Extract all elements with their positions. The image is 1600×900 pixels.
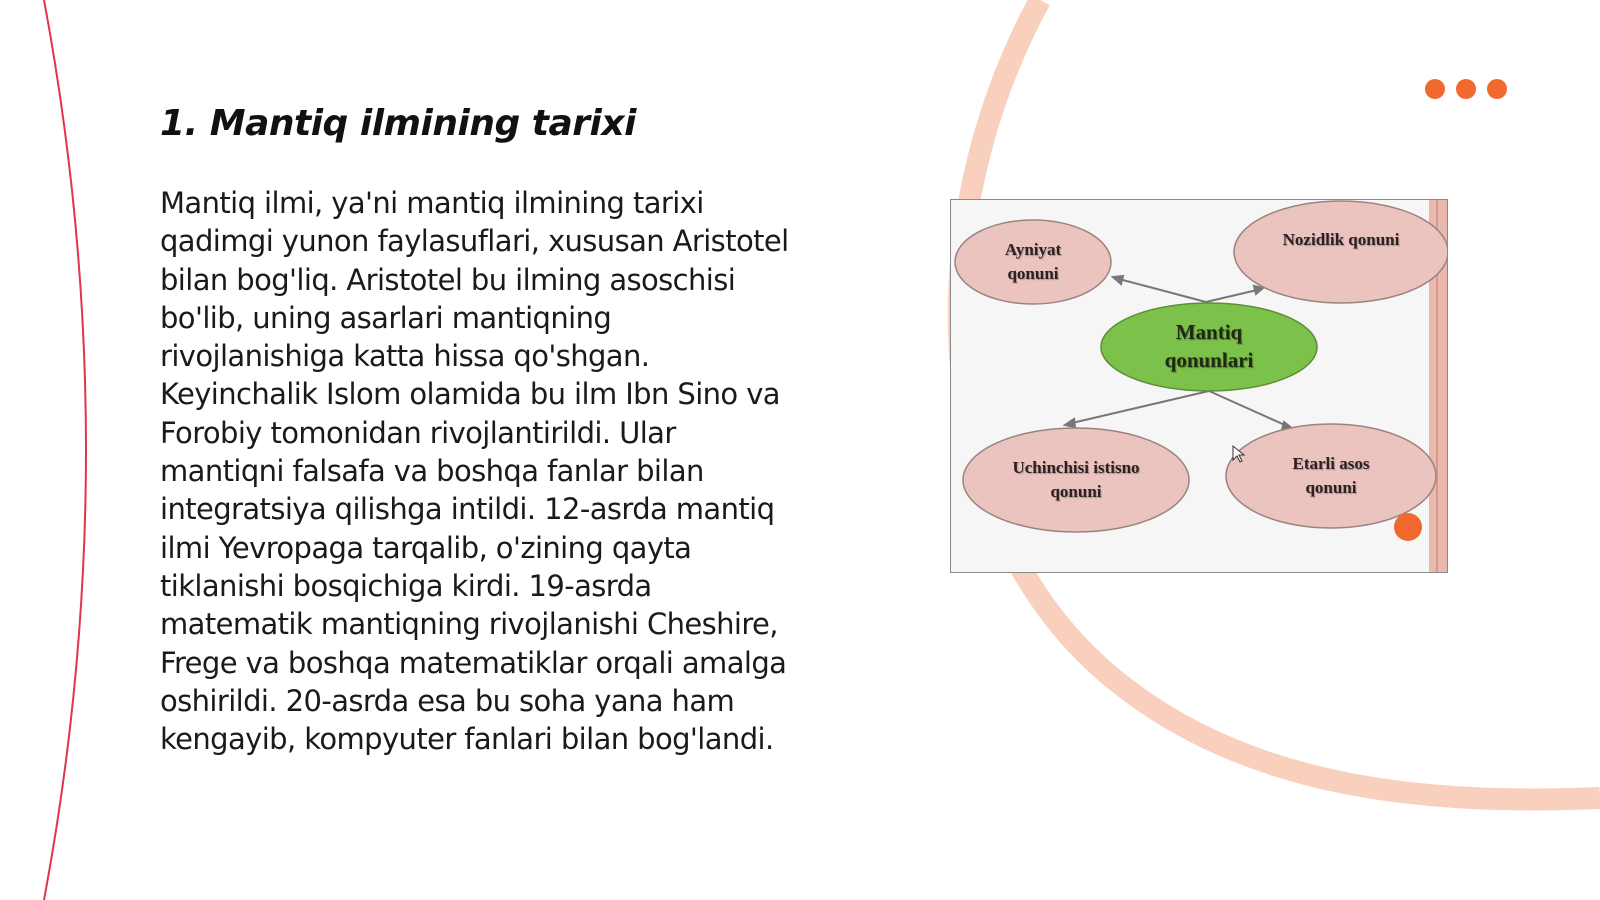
node-label-line: qonunlari <box>1164 348 1254 372</box>
accent-dot <box>1456 79 1476 99</box>
node-label-top-right <box>1283 228 1400 252</box>
arrow-to-top-right <box>1206 290 1257 302</box>
arrow-to-bottom-left <box>1072 391 1209 423</box>
body-line: qadimgi yunon faylasuflari, xususan Aristotel <box>160 224 789 259</box>
body-line: ilmi Yevropaga tarqalib, o'zining qayta <box>160 530 692 565</box>
body-line: tiklanishi bosqichiga kirdi. 19-asrda <box>160 568 652 603</box>
node-label-line: Ayniyat <box>1004 240 1062 259</box>
body-line: Frege va boshqa matematiklar orqali amalga <box>160 645 787 680</box>
body-line: bo'lib, uning asarlari mantiqning <box>160 300 612 335</box>
left-red-curve <box>44 0 86 900</box>
node-label-line: qonuni <box>1050 482 1102 501</box>
node-label-line: Etarli asos <box>1292 454 1370 473</box>
accent-dots <box>1425 79 1507 99</box>
accent-dot <box>1425 79 1445 99</box>
node-label-center <box>1165 318 1254 374</box>
node-label-top-left <box>1005 238 1061 286</box>
node-label-bottom-left <box>1012 456 1139 504</box>
node-label-line: Nozidlik qonuni <box>1282 230 1400 249</box>
arrowhead <box>1254 286 1263 294</box>
slide-title: 1. Mantiq ilmining tarixi <box>160 103 636 144</box>
arrowhead <box>1113 276 1123 284</box>
accent-dot <box>1487 79 1507 99</box>
orange-marker <box>1394 513 1422 541</box>
body-line: Mantiq ilmi, ya'ni mantiq ilmining tarixi <box>160 186 704 220</box>
node-label-bottom-right <box>1293 452 1370 500</box>
body-line: Keyinchalik Islom olamida bu ilm Ibn Sino va <box>160 377 780 412</box>
body-line: Forobiy tomonidan rivojlantirildi. Ular <box>160 415 676 450</box>
body-line: mantiqni falsafa va boshqa fanlar bilan <box>160 454 704 489</box>
body-line: kengayib, kompyuter fanlari bilan bog'landi. <box>160 722 774 757</box>
body-line: oshirildi. 20-asrda esa bu soha yana ham <box>160 683 735 718</box>
body-line: rivojlanishiga katta hissa qo'shgan. <box>160 339 650 374</box>
node-label-line: qonuni <box>1007 264 1059 283</box>
node-label-line: Uchinchisi istisno <box>1012 458 1140 477</box>
body-line: bilan bog'liq. Aristotel bu ilming asoschisi <box>160 262 736 297</box>
slide-body-text <box>160 184 850 758</box>
logic-laws-diagram <box>950 199 1448 573</box>
arrowhead <box>1065 419 1075 427</box>
node-top-right <box>1234 201 1448 303</box>
node-label-line: qonuni <box>1305 478 1357 497</box>
body-line: matematik mantiqning rivojlanishi Cheshire, <box>160 607 778 642</box>
arrow-to-top-left <box>1119 279 1206 302</box>
arrow-to-bottom-right <box>1209 391 1287 426</box>
node-label-line: Mantiq <box>1175 320 1243 344</box>
body-line: integratsiya qilishga intildi. 12-asrda mantiq <box>160 492 775 527</box>
